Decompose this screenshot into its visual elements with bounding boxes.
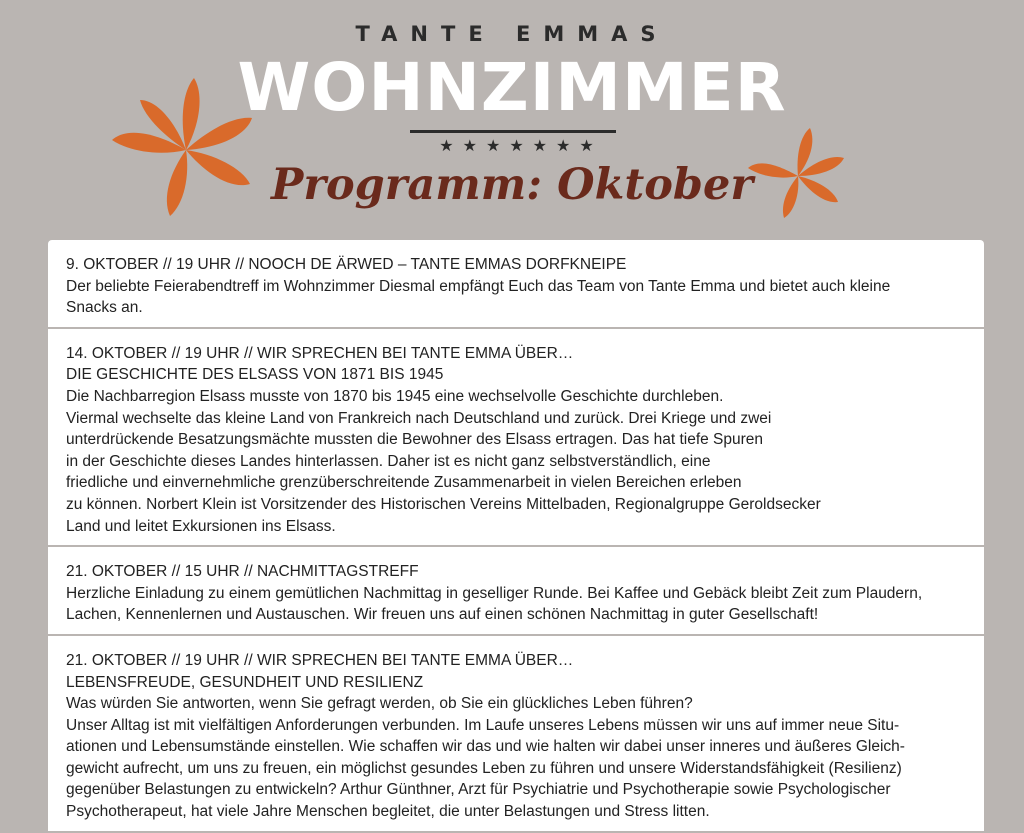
event-text-line: Psychotherapeut, hat viele Jahre Menschen begleitet, die unter Belastungen und Stress litten.: [66, 803, 710, 821]
event-heading: 21. OKTOBER // 19 UHR // WIR SPRECHEN BEI TANTE EMMA ÜBER…: [66, 651, 574, 669]
event-text-line: Was würden Sie antworten, wenn Sie gefragt werden, ob Sie ein glückliches Leben führen?: [66, 695, 693, 713]
event-heading: 14. OKTOBER // 19 UHR // WIR SPRECHEN BEI TANTE EMMA ÜBER…: [66, 344, 574, 362]
event-item: [48, 547, 984, 636]
event-item: [48, 636, 984, 833]
event-text-line: in der Geschichte dieses Landes hinterlassen. Daher ist es nicht ganz selbstverständlich, eine: [66, 452, 711, 470]
event-text-line: Unser Alltag ist mit vielfältigen Anforderungen verbunden. Im Laufe unseres Lebens müssen wir uns auf immer neue Situ-: [66, 716, 900, 734]
divider: [410, 130, 616, 133]
event-list: [48, 240, 984, 833]
event-heading: 9. OKTOBER // 19 UHR // NOOCH DE ÄRWED – TANTE EMMAS DORFKNEIPE: [66, 256, 627, 273]
event-text-line: ationen und Lebensumstände einstellen. Wie schaffen wir das und wie halten wir dabei unser inneres und äußeres Gleich-: [66, 738, 905, 756]
subtitle: Programm: Oktober: [271, 160, 753, 210]
chestnut-leaf-icon: [740, 124, 850, 224]
event-text-line: gegenüber Belastungen zu entwickeln? Arthur Günthner, Arzt für Psychiatrie und Psychotherapie sowie Psychologischer: [66, 781, 891, 799]
event-text-line: Viermal wechselte das kleine Land von Frankreich nach Deutschland und zurück. Drei Kriege und zwei: [66, 409, 772, 427]
event-text-line: Die Nachbarregion Elsass musste von 1870 bis 1945 eine wechselvolle Geschichte durchleben.: [66, 387, 724, 405]
event-subheading: DIE GESCHICHTE DES ELSASS VON 1871 BIS 1945: [66, 366, 444, 384]
star-icon: ★★★★★★★: [439, 138, 603, 155]
kicker: TANTE EMMAS: [355, 22, 669, 46]
event-text-line: Der beliebte Feierabendtreff im Wohnzimmer Diesmal empfängt Euch das Team von Tante Emma und bietet auch kleine: [66, 277, 891, 295]
event-heading: 21. OKTOBER // 15 UHR // NACHMITTAGSTREFF: [66, 563, 419, 581]
event-text-line: zu können. Norbert Klein ist Vorsitzender des Historischen Vereins Mittelbaden, Regionalgruppe Geroldsecker: [66, 495, 821, 513]
event-text-line: Herzliche Einladung zu einem gemütlichen Nachmittag in geselliger Runde. Bei Kaffee und Gebäck bleibt Zeit zum Plaudern,: [66, 584, 923, 602]
event-text-line: Snacks an.: [66, 299, 143, 317]
header: [0, 0, 1024, 236]
event-text-line: gewicht aufrecht, um uns zu freuen, ein möglichst gesundes Leben zu führen und unsere Widerstandsfähigkeit (Resilienz): [66, 759, 902, 777]
page-title: WOHNZIMMER: [237, 49, 787, 126]
event-item: [48, 329, 984, 547]
event-text-line: unterdrückende Besatzungsmächte mussten die Bewohner des Elsass ertragen. Das hat tiefe Spuren: [66, 431, 764, 449]
event-item: [48, 240, 984, 329]
event-text-line: friedliche und einvernehmliche grenzüberschreitende Zusammenarbeit in vielen Bereichen erleben: [66, 474, 742, 492]
event-subheading: LEBENSFREUDE, GESUNDHEIT UND RESILIENZ: [66, 673, 424, 691]
event-text-line: Land und leitet Exkursionen ins Elsass.: [66, 517, 336, 535]
event-text-line: Lachen, Kennenlernen und Austauschen. Wir freuen uns auf einen schönen Nachmittag in guter Gesellschaft!: [66, 606, 819, 624]
